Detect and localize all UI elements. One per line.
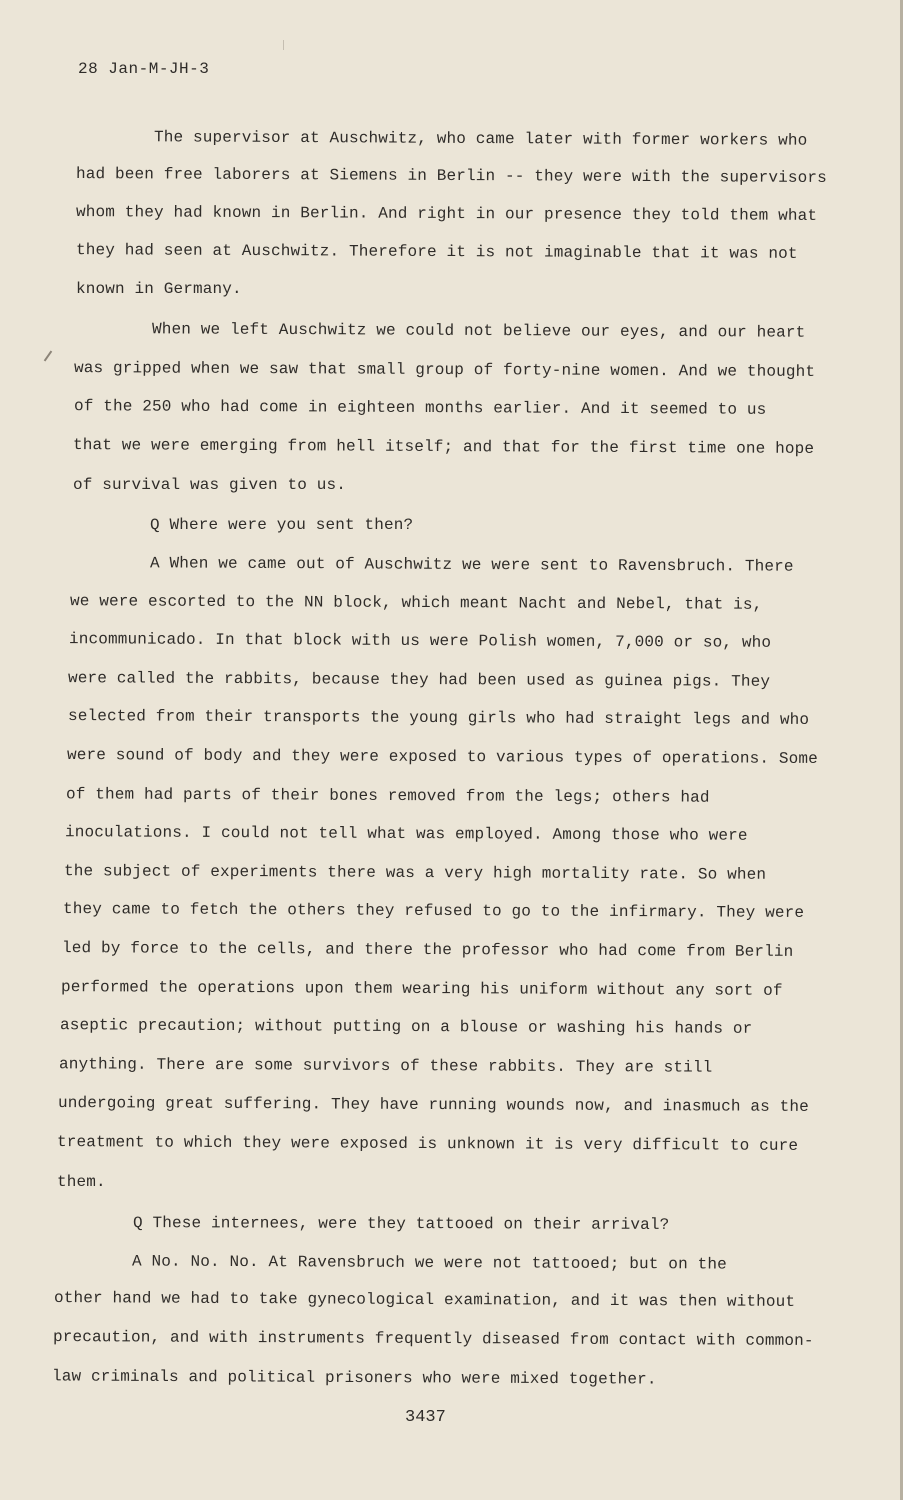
text-line: other hand we had to take gynecological examination, and it was then without (53, 1289, 796, 1311)
text-line: precaution, and with instruments frequently diseased from contact with common- (52, 1328, 814, 1350)
text-line: Q These internees, were they tattooed on their arrival? (132, 1214, 670, 1234)
text-line: law criminals and political prisoners who were mixed together. (51, 1367, 657, 1389)
text-line: A When we came out of Auschwitz we were sent to Ravensbruch. There (149, 554, 794, 576)
text-line: had been free laborers at Siemens in Berlin -- they were with the supervisors (75, 165, 827, 187)
text-line: aseptic precaution; without putting on a blouse or washing his hands or (59, 1016, 753, 1038)
text-line: led by force to the cells, and there the professor who had come from Berlin (61, 939, 794, 961)
text-line: performed the operations upon them wearing his uniform without any sort of (60, 978, 783, 1000)
stray-pencil-mark (44, 351, 53, 362)
text-line: were sound of body and they were exposed to various types of operations. Some (66, 746, 818, 768)
text-line: were called the rabbits, because they had been used as guinea pigs. They (67, 669, 771, 691)
text-line: we were escorted to the NN block, which meant Nacht and Nebel, that is, (69, 592, 763, 614)
text-line: undergoing great suffering. They have running wounds now, and inasmuch as the (57, 1094, 809, 1116)
text-line: incommunicado. In that block with us were Polish women, 7,000 or so, who (68, 630, 772, 652)
text-line: inoculations. I could not tell what was employed. Among those who were (64, 823, 748, 845)
text-line: known in Germany. (76, 280, 242, 298)
text-line: them. (57, 1173, 106, 1191)
text-line: A No. No. No. At Ravensbruch we were not tattooed; but on the (131, 1252, 727, 1274)
text-line: anything. There are some survivors of these rabbits. They are still (58, 1055, 713, 1077)
text-line: treatment to which they were exposed is unknown it is very difficult to cure (56, 1133, 799, 1155)
stray-pencil-mark (283, 40, 284, 50)
text-line: they came to fetch the others they refused to go to the infirmary. They were (62, 900, 805, 922)
page-number: 3437 (405, 1408, 446, 1427)
text-line: the subject of experiments there was a very high mortality rate. So when (63, 862, 767, 884)
text-line: When we left Auschwitz we could not believe our eyes, and our heart (151, 320, 806, 342)
text-line: Q Where were you sent then? (150, 516, 414, 534)
text-line: whom they had known in Berlin. And right in our presence they told them what (75, 203, 818, 225)
text-line: they had seen at Auschwitz. Therefore it is not imaginable that it was not (75, 241, 798, 263)
text-line: The supervisor at Auschwitz, who came later with former workers who (153, 128, 808, 150)
text-line: of the 250 who had come in eighteen months earlier. And it seemed to us (73, 397, 767, 419)
document-header: 28 Jan-M-JH-3 (78, 60, 210, 78)
text-line: of survival was given to us. (73, 476, 347, 494)
text-line: selected from their transports the young girls who had straight legs and who (67, 707, 810, 729)
text-line: that we were emerging from hell itself; and that for the first time one hope (72, 436, 815, 458)
text-line: was gripped when we saw that small group of forty-nine women. And we thought (73, 359, 816, 381)
text-line: of them had parts of their bones removed from the legs; others had (65, 785, 710, 807)
